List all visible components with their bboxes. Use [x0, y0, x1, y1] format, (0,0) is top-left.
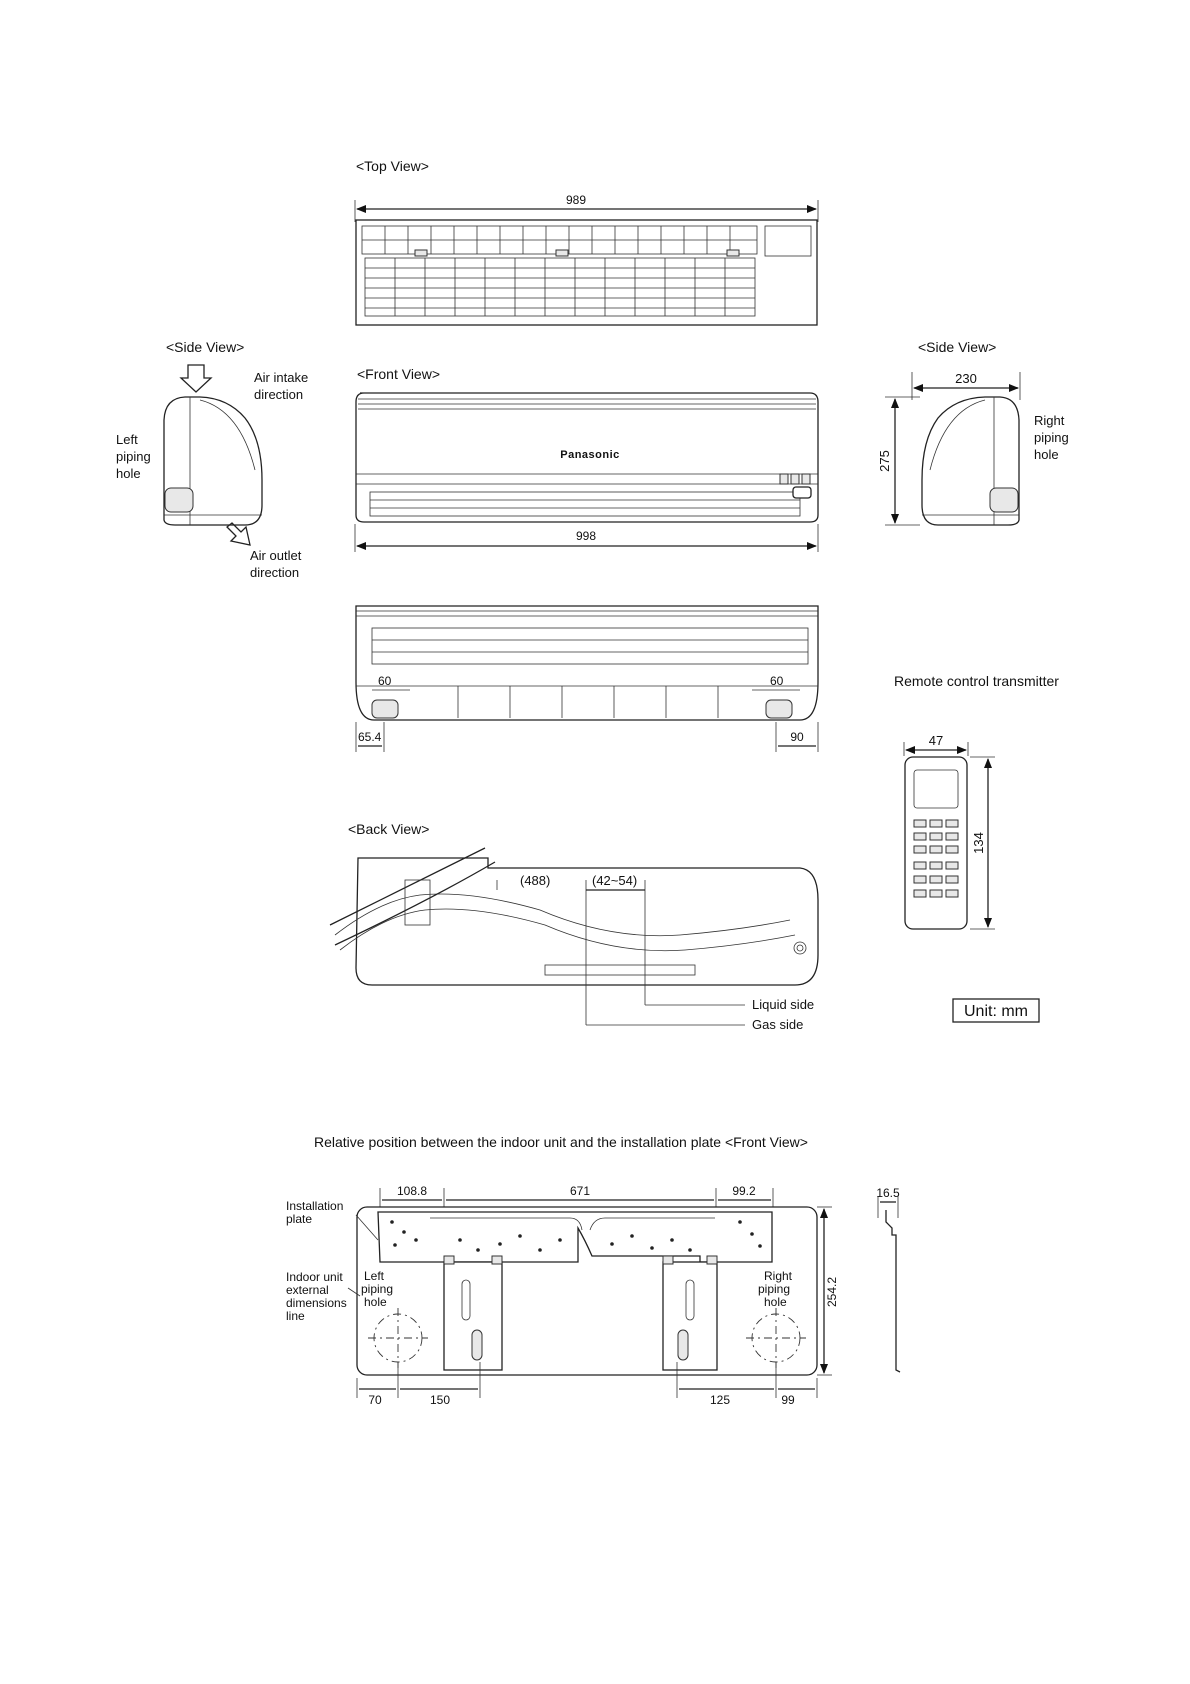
installation-plate-section [286, 1134, 900, 1407]
plate-top-bar [378, 1212, 772, 1262]
dim-65-4-label: 65.4 [358, 730, 382, 744]
plate-left-hole-label-3: hole [364, 1295, 387, 1309]
plate-side-profile [886, 1210, 900, 1372]
installation-plate-label-2: plate [286, 1212, 313, 1226]
indoor-unit-line-label-2: external [286, 1283, 329, 1297]
dim-230-label: 230 [955, 371, 977, 386]
plate-right-hanger [663, 1262, 717, 1370]
dim-99-label: 99 [781, 1393, 795, 1407]
bottom-body [356, 606, 818, 720]
plate-right-hole-label-3: hole [764, 1295, 787, 1309]
left-piping-label-2: piping [116, 449, 151, 464]
plate-right-hole-label-1: Right [764, 1269, 793, 1283]
plate-left-hole-label-1: Left [364, 1269, 385, 1283]
left-piping-label-1: Left [116, 432, 138, 447]
right-side-view-title: <Side View> [918, 339, 997, 355]
brand-logo: Panasonic [560, 449, 620, 461]
air-outlet-arrow-icon [227, 523, 250, 545]
remote-control-title: Remote control transmitter [894, 673, 1059, 689]
air-outlet-label-1: Air outlet [250, 548, 302, 563]
dim-47-label: 47 [928, 733, 944, 748]
gas-side-label: Gas side [752, 1017, 804, 1032]
top-view-title: <Top View> [356, 158, 429, 174]
dim-125-label: 125 [709, 1393, 731, 1407]
right-side-view [877, 339, 1069, 525]
remote-control [894, 673, 1059, 929]
dim-989-label: 989 [565, 193, 587, 207]
dim-42-54-label: (42~54) [592, 873, 638, 888]
unit-box [953, 999, 1039, 1022]
relative-position-title: Relative position between the indoor unit and the installation plate <Front View> [314, 1134, 808, 1150]
bottom-right-hole [766, 700, 792, 718]
indoor-unit-line-label-4: line [286, 1309, 305, 1323]
dim-60-left-label: 60 [378, 674, 392, 688]
dim-108-8-label: 108.8 [396, 1184, 428, 1198]
air-intake-label-1: Air intake [254, 370, 309, 385]
front-view-title: <Front View> [357, 366, 441, 382]
left-piping-hole-shape [165, 488, 193, 512]
front-view [355, 366, 818, 552]
plate-left-hole-label-2: piping [361, 1282, 394, 1296]
dim-998-label: 998 [575, 529, 597, 543]
unit-label: Unit: mm [964, 1003, 1028, 1020]
dim-134-label: 134 [971, 832, 986, 854]
plate-right-hole-label-2: piping [758, 1282, 791, 1296]
dim-254-2-label: 254.2 [825, 1276, 839, 1308]
right-piping-label-3: hole [1034, 447, 1059, 462]
right-piping-label-1: Right [1034, 413, 1065, 428]
dim-70-label: 70 [368, 1393, 382, 1407]
dim-275-label: 275 [877, 450, 892, 472]
liquid-side-label: Liquid side [752, 997, 815, 1012]
dim-90-label: 90 [790, 730, 804, 744]
dim-488-label: (488) [520, 873, 551, 888]
dim-16-5-label: 16.5 [876, 1186, 900, 1200]
bottom-left-hole [372, 700, 398, 718]
left-side-view [116, 339, 308, 580]
dim-60-right-label: 60 [770, 674, 784, 688]
right-piping-label-2: piping [1034, 430, 1069, 445]
air-outlet-label-2: direction [250, 565, 300, 580]
indoor-unit-line-label-1: Indoor unit [286, 1270, 343, 1284]
installation-plate-label-1: Installation [286, 1199, 344, 1213]
dim-99-2-label: 99.2 [732, 1184, 756, 1198]
bottom-view [356, 606, 818, 752]
left-piping-label-3: hole [116, 466, 141, 481]
left-side-view-title: <Side View> [166, 339, 245, 355]
back-view-title: <Back View> [348, 821, 430, 837]
air-intake-arrow-icon [181, 365, 211, 392]
indoor-unit-line-label-3: dimensions [286, 1296, 347, 1310]
right-piping-hole-shape [990, 488, 1018, 512]
air-intake-label-2: direction [254, 387, 304, 402]
dim-671-label: 671 [569, 1184, 591, 1198]
dim-150-label: 150 [429, 1393, 451, 1407]
top-view [355, 158, 818, 325]
back-view [330, 821, 818, 1032]
